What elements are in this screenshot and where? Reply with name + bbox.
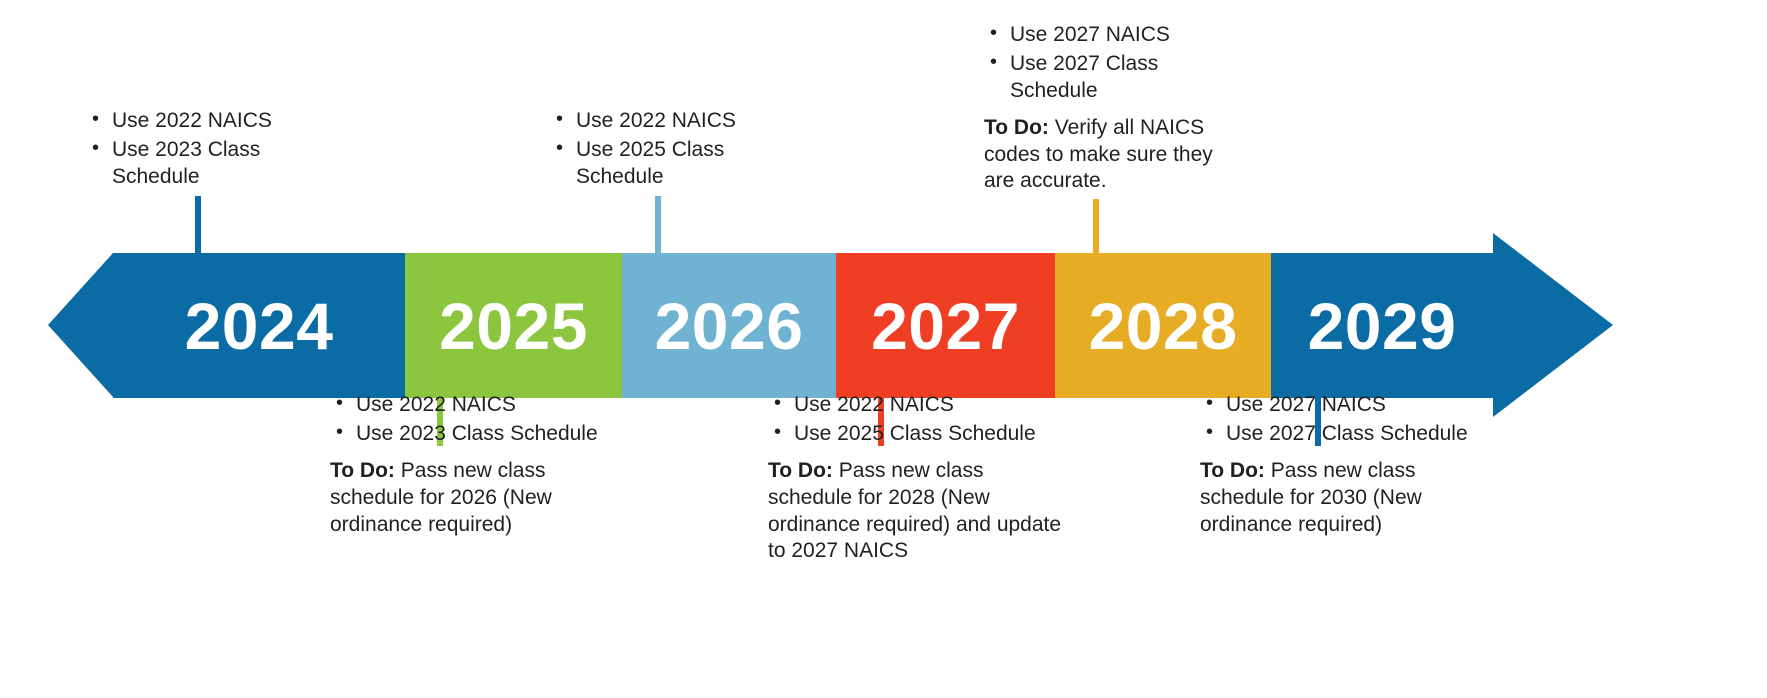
list-item: • Use 2027 NAICS [1200, 392, 1495, 419]
todo-label: To Do: [1200, 458, 1265, 482]
timeline-arrow-bar [48, 253, 1728, 398]
callout-2028 [984, 22, 1246, 195]
callout-2024-bullets [86, 108, 336, 191]
list-item: • Use 2025 Class Schedule [550, 137, 800, 191]
todo-label: To Do: [768, 458, 833, 482]
year-label: 2027 [871, 288, 1020, 363]
list-item: • Use 2022 NAICS [86, 108, 336, 135]
callout-2024 [86, 108, 336, 197]
year-label: 2029 [1307, 288, 1457, 363]
todo-label: To Do: [330, 458, 395, 482]
callout-2028-bullets [984, 22, 1246, 105]
callout-2029-bullets [1200, 392, 1495, 448]
stem-2024 [195, 196, 201, 254]
year-segment-2027[interactable] [836, 253, 1055, 398]
year-label: 2024 [184, 288, 334, 363]
callout-2027 [768, 392, 1073, 565]
year-segments [113, 253, 1493, 398]
callout-2027-todo [768, 458, 1073, 566]
callout-2029-todo [1200, 458, 1495, 539]
year-label: 2026 [654, 288, 804, 363]
year-segment-2025[interactable] [405, 253, 622, 398]
arrow-head-icon [1493, 233, 1613, 417]
callout-2027-bullets [768, 392, 1073, 448]
year-segment-2028[interactable] [1055, 253, 1271, 398]
list-item: • Use 2025 Class Schedule [768, 421, 1073, 448]
callout-2028-todo [984, 115, 1246, 196]
list-item: • Use 2027 Class Schedule [984, 51, 1246, 105]
list-item: • Use 2022 NAICS [550, 108, 800, 135]
list-item: • Use 2027 NAICS [984, 22, 1246, 49]
stem-2028 [1093, 199, 1099, 254]
callout-2026 [550, 108, 800, 197]
year-segment-2029[interactable] [1271, 253, 1493, 398]
year-segment-2026[interactable] [622, 253, 836, 398]
todo-text: Verify all NAICS codes to make sure they are accurate. [984, 115, 1213, 193]
stem-2026 [655, 196, 661, 254]
list-item: • Use 2023 Class Schedule [86, 137, 336, 191]
list-item: • Use 2022 NAICS [768, 392, 1073, 419]
year-segment-2024[interactable] [113, 253, 405, 398]
year-label: 2028 [1088, 288, 1238, 363]
todo-text: Pass new class schedule for 2030 (New ordinance required) [1200, 458, 1422, 536]
year-label: 2025 [439, 288, 588, 363]
todo-label: To Do: [984, 115, 1049, 139]
callout-2029 [1200, 392, 1495, 538]
callout-2025-bullets [330, 392, 620, 448]
callout-2026-bullets [550, 108, 800, 191]
callout-2025-todo [330, 458, 620, 539]
list-item: • Use 2027 Class Schedule [1200, 421, 1495, 448]
todo-text: Pass new class schedule for 2028 (New ordinance required) and update to 2027 NAICS [768, 458, 1062, 563]
list-item: • Use 2022 NAICS [330, 392, 620, 419]
arrow-tail [48, 253, 113, 397]
todo-text: Pass new class schedule for 2026 (New ordinance required) [330, 458, 552, 536]
list-item: • Use 2023 Class Schedule [330, 421, 620, 448]
callout-2025 [330, 392, 620, 538]
